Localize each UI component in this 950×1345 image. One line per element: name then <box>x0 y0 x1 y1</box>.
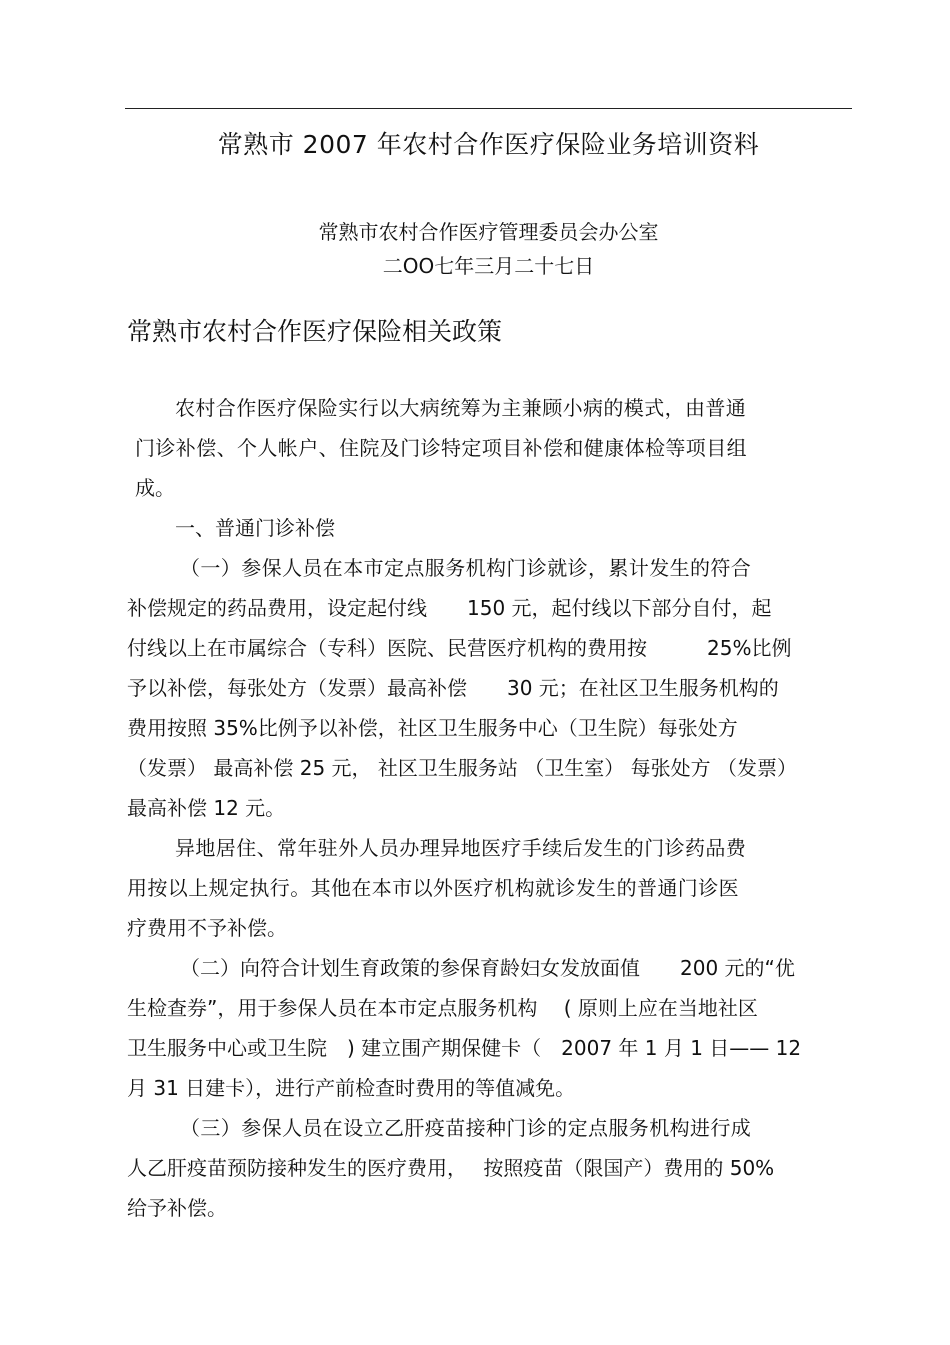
paragraph-line: 最高补偿 12 元。 <box>127 796 286 820</box>
paragraph-line: 疗费用不予补偿。 <box>127 916 287 940</box>
paragraph-line: 补偿规定的药品费用，设定起付线 150 元，起付线以下部分自付，起 <box>127 596 772 620</box>
paragraph-line: 予以补偿，每张处方（发票）最高补偿 30 元；在社区卫生服务机构的 <box>127 676 779 700</box>
paragraph-line: 给予补偿。 <box>127 1196 227 1220</box>
issuing-office: 常熟市农村合作医疗管理委员会办公室 <box>318 220 659 244</box>
paragraph-line: 用按以上规定执行。其他在本市以外医疗机构就诊发生的普通门诊医 <box>127 876 739 900</box>
paragraph-line: 人乙肝疫苗预防接种发生的医疗费用， 按照疫苗（限国产）费用的 50% <box>127 1156 775 1180</box>
section-heading: 常熟市农村合作医疗保险相关政策 <box>127 317 503 346</box>
paragraph-line: 农村合作医疗保险实行以大病统筹为主兼顾小病的模式，由普通 <box>175 396 747 420</box>
paragraph-line: 异地居住、常年驻外人员办理异地医疗手续后发生的门诊药品费 <box>175 836 747 860</box>
paragraph-line: （二）向符合计划生育政策的参保育龄妇女发放面值 200 元的“优 <box>180 956 795 980</box>
paragraph-line: 成。 <box>135 476 175 500</box>
paragraph-line: 门诊补偿、个人帐户、住院及门诊特定项目补偿和健康体检等项目组 <box>135 436 747 460</box>
paragraph-line: 费用按照 35%比例予以补偿，社区卫生服务中心（卫生院）每张处方 <box>127 716 738 740</box>
paragraph-line: 月 31 日建卡），进行产前检查时费用的等值减免。 <box>127 1076 576 1100</box>
paragraph-line: 生检查券”，用于参保人员在本市定点服务机构 ( 原则上应在当地社区 <box>127 996 758 1020</box>
paragraph-line: （三）参保人员在设立乙肝疫苗接种门诊的定点服务机构进行成 <box>180 1116 752 1140</box>
paragraph-line: （发票） 最高补偿 25 元， 社区卫生服务站 （卫生室） 每张处方 （发票） <box>127 756 797 780</box>
header-rule <box>125 108 852 109</box>
paragraph-line: 付线以上在市属综合（专科）医院、民营医疗机构的费用按 25%比例 <box>127 636 792 660</box>
document-title: 常熟市 2007 年农村合作医疗保险业务培训资料 <box>217 130 760 159</box>
paragraph-line: 卫生服务中心或卫生院 ) 建立围产期保健卡（ 2007 年 1 月 1 日—— 12 <box>127 1036 802 1060</box>
subsection-heading: 一、普通门诊补偿 <box>175 516 335 540</box>
paragraph-line: （一）参保人员在本市定点服务机构门诊就诊，累计发生的符合 <box>180 556 752 580</box>
issue-date: 二OO七年三月二十七日 <box>382 254 595 278</box>
